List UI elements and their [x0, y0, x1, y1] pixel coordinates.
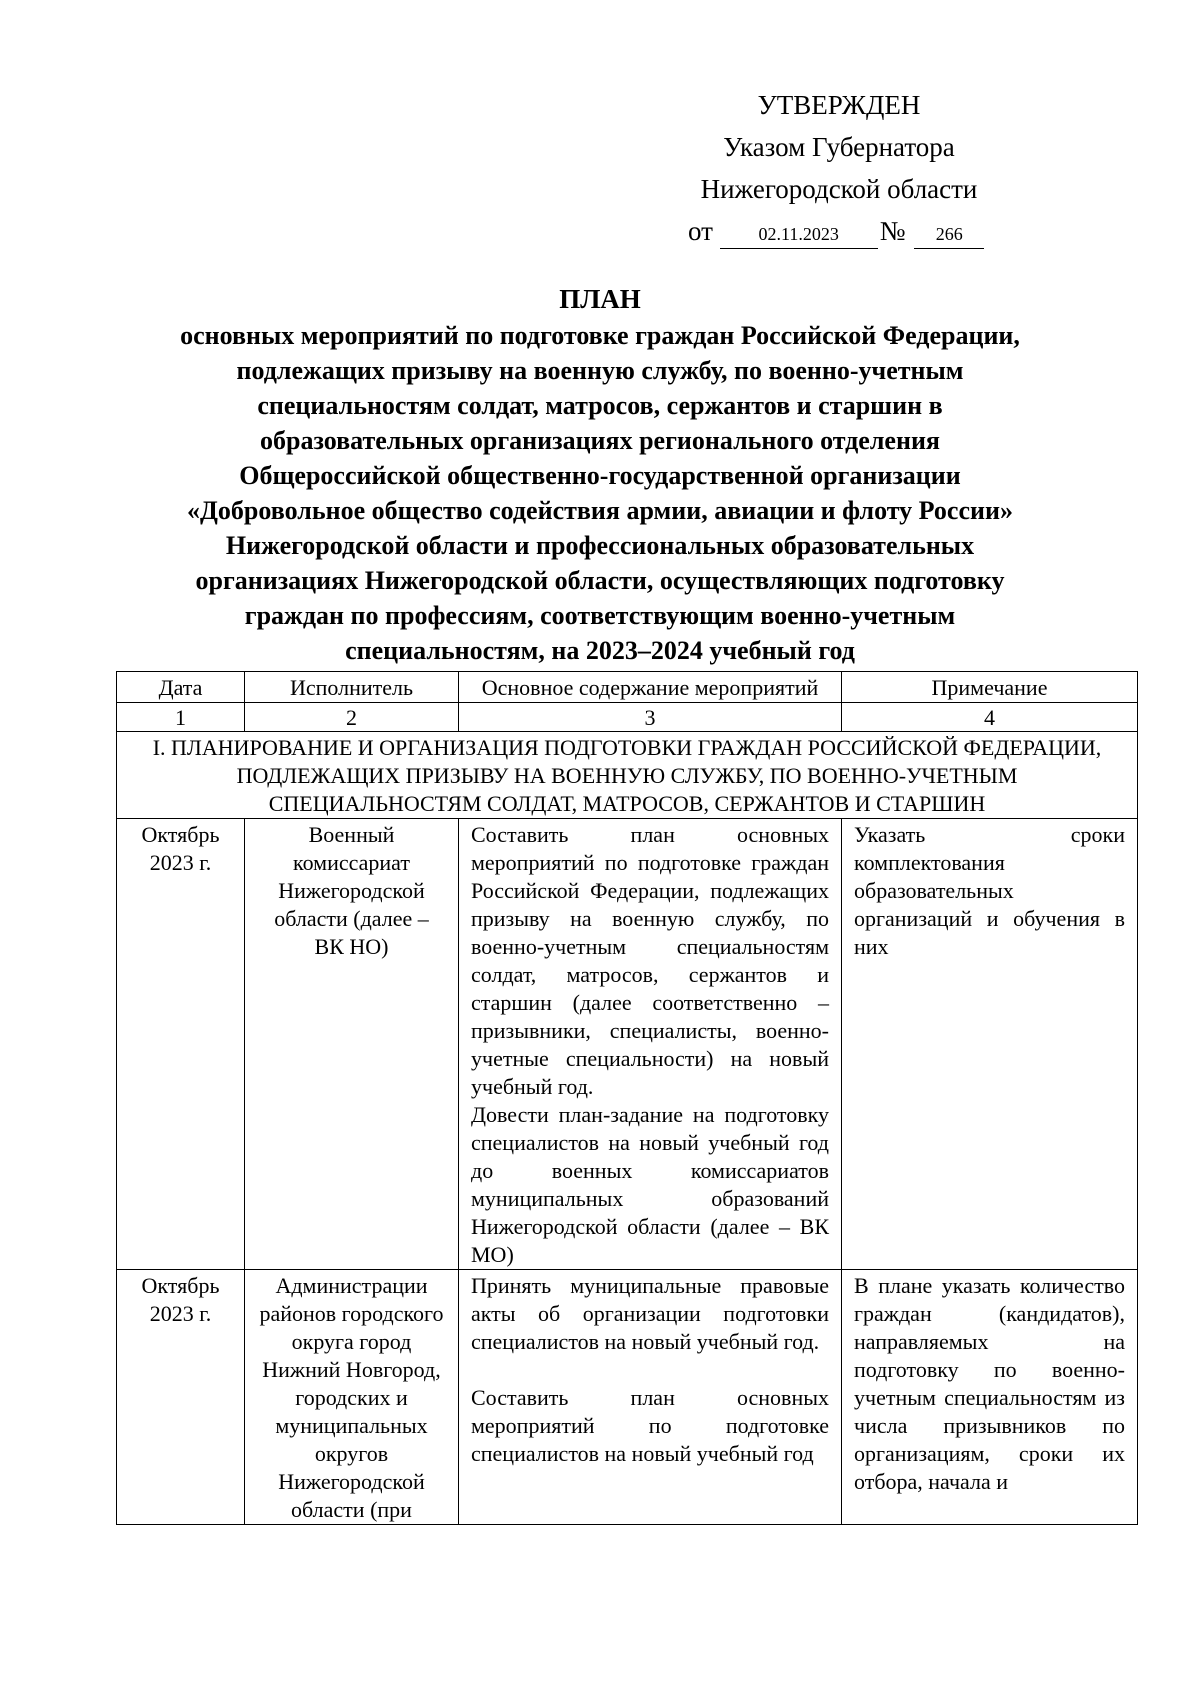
title-heading: ПЛАН — [559, 284, 641, 314]
header-executor: Исполнитель — [245, 672, 459, 703]
order-date-number-line — [688, 210, 990, 252]
column-number: 2 — [245, 703, 459, 732]
content-paragraph: Принять муниципальные правовые акты об организации подготовки специалистов на новый учебный год. — [471, 1273, 829, 1354]
approval-by: Указом Губернатора — [723, 132, 955, 162]
number-sign: № — [879, 216, 906, 246]
table-header-row — [117, 672, 1138, 703]
header-date: Дата — [117, 672, 245, 703]
cell-note: Указать сроки комплектования образовательных организаций и обучения в них — [842, 819, 1138, 1270]
title-line: Нижегородской области и профессиональных образовательных — [225, 531, 975, 560]
cell-date: Октябрь 2023 г. — [117, 819, 245, 1270]
column-number: 1 — [117, 703, 245, 732]
table-row — [117, 1270, 1138, 1525]
title-line: «Добровольное общество содействия армии, авиации и флоту России» — [187, 496, 1013, 525]
title-line: организациях Нижегородской области, осуществляющих подготовку — [195, 566, 1005, 595]
title-line: Общероссийской общественно-государственной организации — [239, 461, 961, 490]
approval-stamp — [688, 84, 990, 252]
cell-executor: Администрации районов городского округа город Нижний Новгород, городских и муниципальных округов Нижегородской области (при — [245, 1270, 459, 1525]
header-content: Основное содержание мероприятий — [459, 672, 842, 703]
cell-date: Октябрь 2023 г. — [117, 1270, 245, 1525]
table-row — [117, 819, 1138, 1270]
section-row — [117, 732, 1138, 819]
content-paragraph: Довести план-задание на подготовку специалистов на новый учебный год до военных комиссариатов муниципальных образований Нижегородской области (далее – ВК МО) — [471, 1102, 829, 1267]
approval-status: УТВЕРЖДЕН — [757, 90, 921, 120]
approval-region: Нижегородской области — [700, 174, 978, 204]
content-paragraph: Составить план основных мероприятий по подготовке специалистов на новый учебный год — [471, 1385, 829, 1466]
order-date: 02.11.2023 — [720, 220, 878, 249]
title-line: подлежащих призыву на военную службу, по военно-учетным — [236, 356, 964, 385]
document-title — [150, 280, 1050, 668]
section-title: I. ПЛАНИРОВАНИЕ И ОРГАНИЗАЦИЯ ПОДГОТОВКИ ГРАЖДАН РОССИЙСКОЙ ФЕДЕРАЦИИ, ПОДЛЕЖАЩИХ ПРИЗЫВУ НА ВОЕННУЮ СЛУЖБУ, ПО ВОЕННО-УЧЕТНЫМ СПЕЦИАЛЬНОСТЯМ СОЛДАТ, МАТРОСОВ, СЕРЖАНТОВ И СТАРШИН — [117, 732, 1138, 819]
date-prefix: от — [688, 216, 713, 246]
title-line: основных мероприятий по подготовке граждан Российской Федерации, — [180, 321, 1020, 350]
cell-executor: Военный комиссариат Нижегородской области (далее – ВК НО) — [245, 819, 459, 1270]
title-line: образовательных организациях регионального отделения — [259, 426, 940, 455]
title-line: специальностям солдат, матросов, сержантов и старшин в — [257, 391, 943, 420]
plan-table — [116, 671, 1138, 1525]
column-number: 4 — [842, 703, 1138, 732]
cell-note: В плане указать количество граждан (кандидатов), направляемых на подготовку по военно-учетным специальностям из числа призывников по организациям, сроки их отбора, начала и — [842, 1270, 1138, 1525]
paragraph-gap — [471, 1356, 829, 1384]
title-line: граждан по профессиям, соответствующим военно-учетным — [244, 601, 956, 630]
cell-content — [459, 819, 842, 1270]
title-line: специальностям, на 2023–2024 учебный год — [345, 636, 855, 665]
cell-content — [459, 1270, 842, 1525]
header-note: Примечание — [842, 672, 1138, 703]
column-number-row — [117, 703, 1138, 732]
column-number: 3 — [459, 703, 842, 732]
content-paragraph: Составить план основных мероприятий по подготовке граждан Российской Федерации, подлежащих призыву на военную службу, по военно-учетным специальностям солдат, матросов, сержантов и старшин (далее соответственно – призывники, специалисты, военно-учетные специальности) на новый учебный год. — [471, 822, 829, 1099]
order-number: 266 — [914, 220, 984, 249]
